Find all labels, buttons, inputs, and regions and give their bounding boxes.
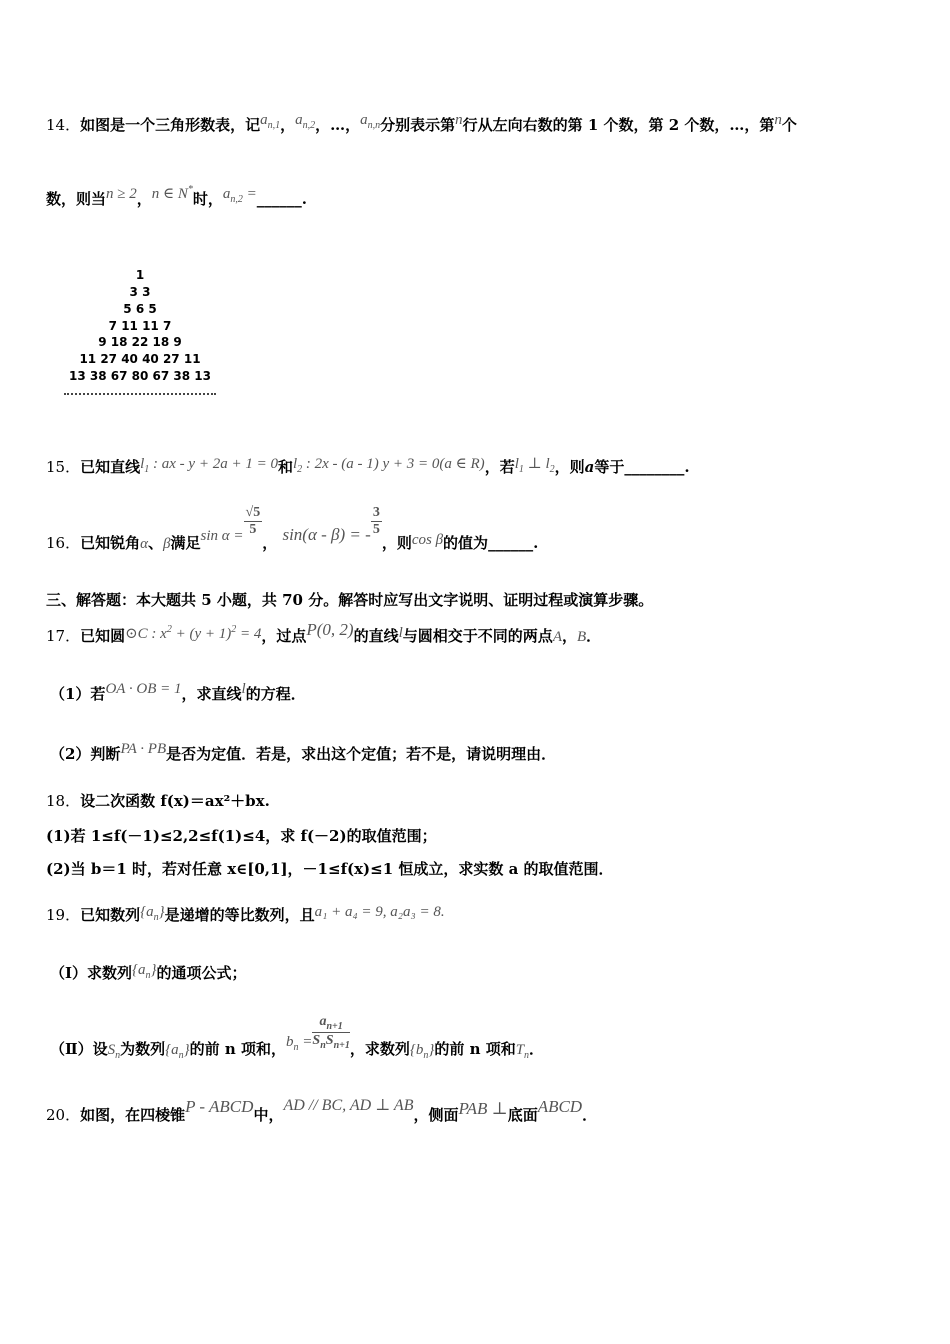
triangle-row: 9 18 22 18 9 (98, 335, 182, 349)
q18: 18．设二次函数 f(x)＝ax²＋bx. (46, 792, 270, 810)
q17-part-1: （1）若OA · OB = 1，求直线l的方程． (50, 681, 306, 703)
answer-blank-15: ________. (624, 458, 690, 476)
q19: 19．已知数列$\{a_n\}$是递增的等比数列，且a₁ + a₄ = 9, a₂a₃ = 8. (46, 904, 445, 924)
q17-part-2: （2）判断PA · PB是否为定值．若是，求出这个定值；若不是，请说明理由． (50, 741, 557, 763)
triangle-row: 7 11 11 7 (108, 319, 172, 333)
fraction-bn: $\frac{a_{n+1}}{S_nS_{n+1}}$ (312, 1014, 350, 1051)
q18-part-1: (1)若 1≤f(－1)≤2,2≤f(1)≤4，求 f(－2)的取值范围； (46, 827, 437, 845)
section-heading: 三、解答题：本大题共 5 小题，共 70 分。解答时应写出文字说明、证明过程或演算步骤。 (46, 591, 654, 609)
q18-part-2: (2)当 b＝1 时，若对任意 x∈[0,1]，－1≤f(x)≤1 恒成立，求实数 a 的取值范围． (46, 860, 614, 878)
triangle-row: 1 (135, 268, 145, 282)
answer-blank-14: ______. (256, 190, 307, 208)
triangle-row: 5 6 5 (123, 302, 157, 316)
q20: 20．如图，在四棱锥P - ABCD中，AD // BC, AD ⊥ AB，侧面PAB ⊥底面ABCD． (46, 1097, 598, 1124)
q15: 15．已知直线$l_1$ : ax - y + 2a + 1 = 0和$l_2$ : 2x - (a - 1) y + 3 = 0(a ∈ R)，若$l_1$ ⊥ $l_2$，则a等于________. (46, 456, 690, 476)
triangle-row: 3 3 (129, 285, 151, 299)
triangle-row: 11 27 40 40 27 11 (79, 352, 201, 366)
q19-part-1: （Ⅰ）求数列$\{a_n\}$的通项公式； (50, 962, 247, 982)
q19-part-2: （Ⅱ）设$S_n$为数列$\{a_n\}$的前 n 项和，$b_n$ = $\frac{a_{n+1}}{S_nS_{n+1}}$ ，求数列$\{b_n\}$的前 n 项和$T_n$． (50, 1014, 545, 1062)
triangle-continuation-dots (64, 393, 216, 395)
fraction-sqrt5-over-5: $\frac{√5}{5}$ (245, 505, 261, 537)
fraction-3-over-5: $\frac{3}{5}$ (372, 505, 380, 537)
q14-number: 14． (46, 116, 81, 134)
q14-line-1: 14．如图是一个三角形数表，记$a_{n,1}$，$a_{n,2}$，…，$a_{n,n}$分别表示第n行从左向右数的第 1 个数，第 2 个数，…，第n个 (46, 112, 797, 134)
q14-line-2: 数，则当n ≥ 2，n ∈ N*时，$a_{n,2}$ =______. (46, 184, 307, 208)
triangle-row: 13 38 67 80 67 38 13 (69, 369, 211, 383)
q17: 17．已知圆⊙C : $x^2 + (y + 1)^2 = 4$，过点P(0, 2)的直线l与圆相交于不同的两点A，B． (46, 620, 602, 645)
q16: 16．已知锐角α、β满足sin α = $\frac{√5}{5}$ ， sin(α - β) = - $\frac{3}{5}$ ，则cos β的值为______. (46, 505, 539, 552)
answer-blank-16: ______. (488, 533, 539, 552)
